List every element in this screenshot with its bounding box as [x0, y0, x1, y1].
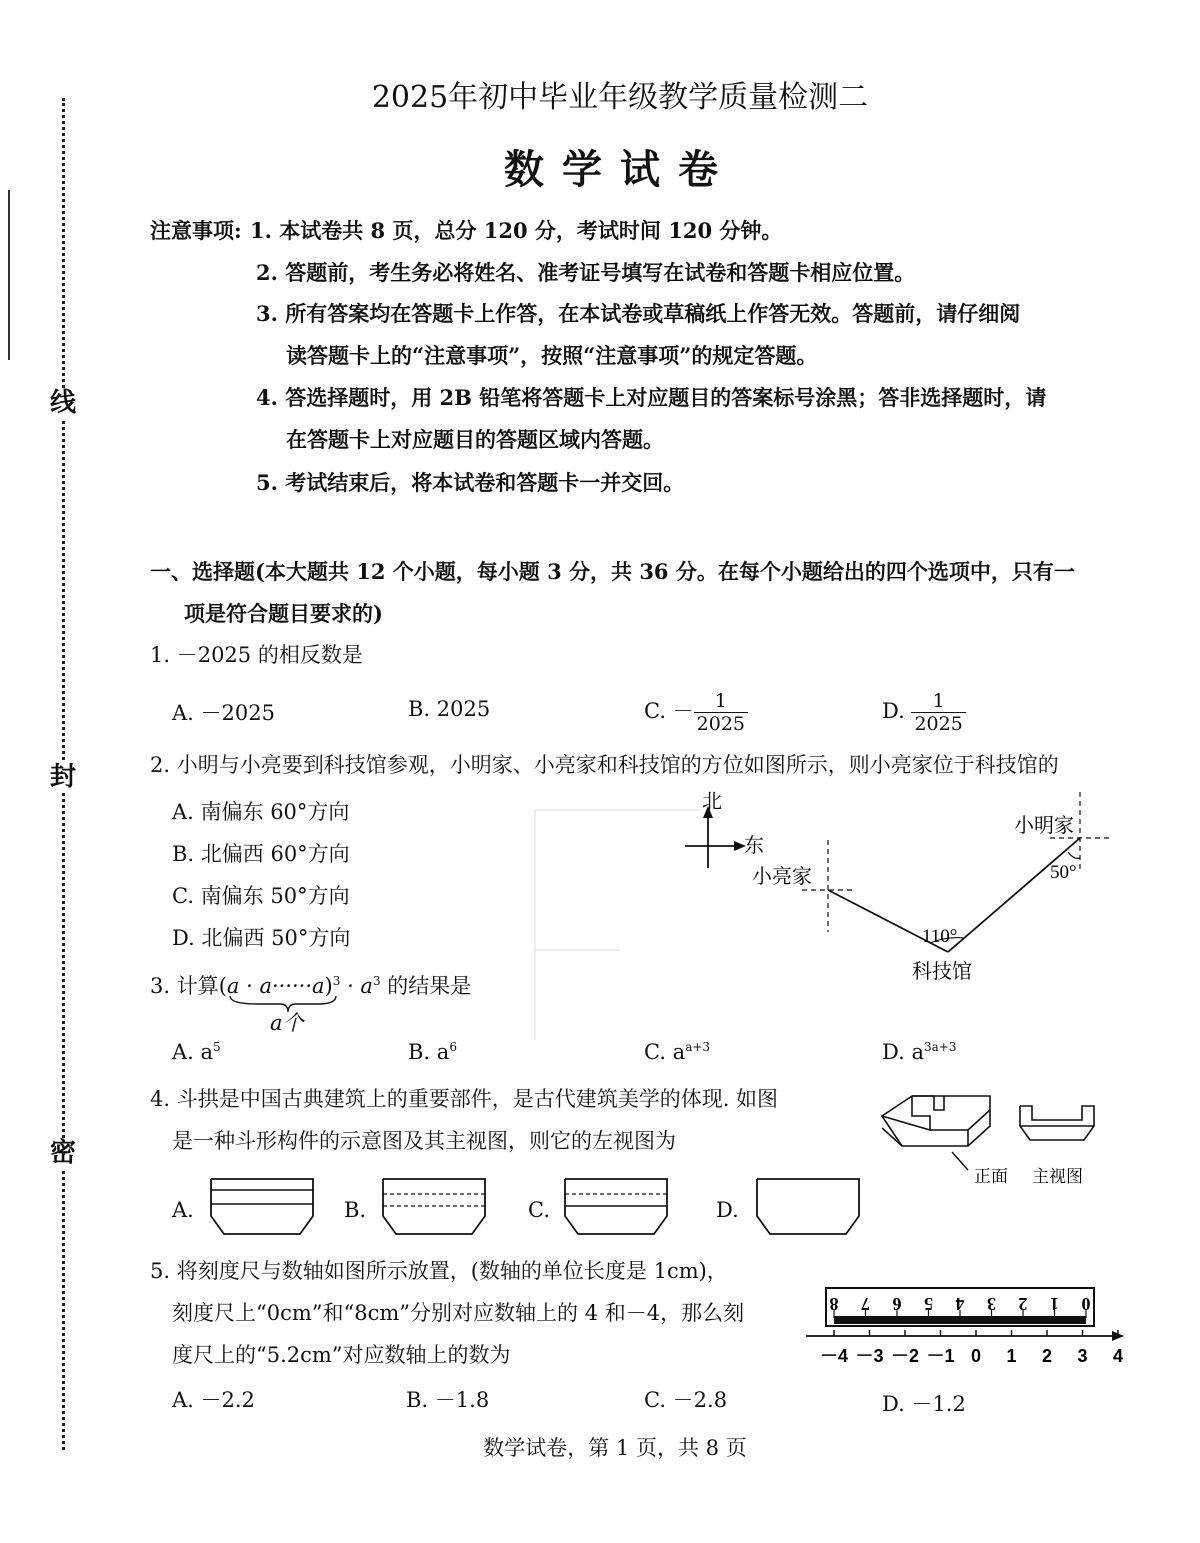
q5-stem-line2: 刻度尺上“0cm”和“8cm”分别对应数轴上的 4 和－4，那么刻 [172, 1301, 745, 1325]
q5-stem-line3: 度尺上的“5.2cm”对应数轴上的数为 [172, 1343, 511, 1367]
note-item-5: 5. 考试结束后，将本试卷和答题卡一并交回。 [256, 470, 685, 495]
exam-title: 2025年初中毕业年级教学质量检测二 [371, 80, 869, 115]
axis-tick-label: －1 [926, 1346, 955, 1366]
q3-option-d: D. $a^{3a+3}$ [882, 1040, 957, 1064]
q2-stem: 2. 小明与小亮要到科技馆参观，小明家、小亮家和科技馆的方位如图所示，则小亮家位于科技馆的 [150, 753, 1059, 777]
margin-edge-line [8, 190, 10, 360]
q1-option-c: C. － $\frac{1}{2025}$ [644, 690, 748, 735]
q2-option-b: B. 北偏西 60°方向 [172, 842, 350, 866]
q3-stem: 3. 计算$(a \cdot a\cdot\cdot\cdot\cdot\cdot\cdot a)^3 \cdot a^3$ 的结果是 [150, 974, 472, 998]
ruler-digit: 4 [955, 1294, 965, 1314]
axis-tick-label: －4 [819, 1346, 849, 1366]
north-label: 北 [702, 791, 722, 813]
section-heading: 一、选择题(本大题共 12 个小题，每小题 3 分，共 36 分。在每个小题给出的四个选项中，只有一 [150, 559, 1075, 584]
ruler-digit: 7 [861, 1294, 870, 1314]
q4-option-d-label: D. [716, 1198, 739, 1222]
note-item-4: 4. 答选择题时，用 2B 铅笔将答题卡上对应题目的答案标号涂黑；答非选择题时，请 [256, 385, 1047, 410]
q2-option-d: D. 北偏西 50°方向 [172, 926, 351, 950]
main-view-shape [1020, 1106, 1094, 1140]
page-footer: 数学试卷，第 1 页，共 8 页 [483, 1436, 747, 1460]
notes-label: 注意事项: [150, 218, 242, 243]
ruler-digit: 2 [1018, 1294, 1028, 1314]
ming-home-label: 小明家 [1014, 815, 1074, 837]
ruler-digit: 0 [1081, 1294, 1091, 1314]
museum-label: 科技馆 [912, 961, 972, 983]
paper-title: 数学试卷 [504, 146, 736, 193]
axis-tick-label: 0 [970, 1346, 982, 1366]
liang-home-label: 小亮家 [752, 866, 812, 888]
front-pointer-line [952, 1152, 968, 1170]
q1-option-a: A. －2025 [172, 701, 275, 725]
q2-direction-figure [530, 790, 1120, 1040]
east-label: 东 [744, 835, 764, 857]
q5-option-a: A. －2.2 [172, 1388, 255, 1412]
q1-option-b: B. 2025 [408, 697, 491, 721]
axis-tick-label: －2 [890, 1346, 920, 1366]
q5-ruler-axis-figure [800, 1280, 1130, 1380]
q4-option-a-label: A. [172, 1198, 194, 1222]
note-item-3-cont: 读答题卡上的“注意事项”，按照“注意事项”的规定答题。 [286, 343, 818, 368]
q4-option-c-shape [562, 1176, 672, 1238]
museum-to-ming-line [948, 838, 1080, 952]
seal-char-feng: 封 [49, 762, 76, 792]
seal-char-mi: 密 [49, 1138, 76, 1168]
q4-bracket-figure [872, 1088, 1122, 1188]
angle-110-label: 110° [922, 926, 958, 947]
q4-option-a-shape [208, 1176, 318, 1238]
q5-stem-line1: 5. 将刻度尺与数轴如图所示放置，(数轴的单位长度是 1cm)， [150, 1259, 728, 1283]
note-item-2: 2. 答题前，考生务必将姓名、准考证号填写在试卷和答题卡相应位置。 [256, 260, 916, 285]
q5-option-d: D. －1.2 [882, 1392, 966, 1416]
q4-stem-line2: 是一种斗形构件的示意图及其主视图，则它的左视图为 [172, 1129, 676, 1153]
ruler-digit: 1 [1050, 1294, 1059, 1314]
q2-option-a: A. 南偏东 60°方向 [172, 800, 350, 824]
q3-option-c: C. $a^{a+3}$ [644, 1040, 711, 1064]
q3-option-b: B. $a^6$ [408, 1040, 457, 1064]
ruler [826, 1288, 1094, 1326]
ruler-digit: 6 [892, 1294, 902, 1314]
q1-option-d: D. $\frac{1}{2025}$ [882, 690, 966, 735]
q4-stem-line1: 4. 斗拱是中国古典建筑上的重要部件，是古代建筑美学的体现. 如图 [150, 1087, 779, 1111]
seal-char-xian: 线 [49, 388, 76, 418]
q1-stem: 1. －2025 的相反数是 [150, 643, 363, 667]
axis-tick-label: 1 [1006, 1346, 1017, 1366]
number-axis [806, 1330, 1124, 1366]
axis-tick-label: －3 [855, 1346, 884, 1366]
axis-tick-label: 2 [1041, 1346, 1053, 1366]
ruler-digit: 3 [987, 1294, 996, 1314]
note-item-1: 1. 本试卷共 8 页，总分 120 分，考试时间 120 分钟。 [250, 218, 783, 243]
q4-option-c-label: C. [528, 1198, 550, 1222]
front-label: 正面 [974, 1167, 1008, 1186]
axis-tick-label: 4 [1112, 1346, 1124, 1366]
q2-option-c: C. 南偏东 50°方向 [172, 884, 350, 908]
q4-option-b-shape [380, 1176, 490, 1238]
section-heading-cont: 项是符合题目要求的) [184, 601, 383, 626]
q5-option-c: C. －2.8 [644, 1388, 728, 1412]
note-item-4-cont: 在答题卡上对应题目的答题区域内答题。 [286, 427, 664, 452]
axis-tick-label: 3 [1077, 1346, 1088, 1366]
q3-option-a: A. $a^5$ [172, 1040, 221, 1064]
angle-50-label: 50° [1050, 862, 1077, 883]
ruler-digit: 8 [829, 1294, 839, 1314]
main-view-label: 主视图 [1032, 1167, 1083, 1186]
q5-option-b: B. －1.8 [406, 1388, 490, 1412]
q3-brace-label: a个 [270, 1011, 304, 1035]
ruler-digit: 5 [924, 1294, 933, 1314]
angle-50-arc [1068, 852, 1080, 858]
q4-option-b-label: B. [344, 1198, 367, 1222]
q4-option-d-shape [754, 1176, 864, 1238]
note-item-3: 3. 所有答案均在答题卡上作答，在本试卷或草稿纸上作答无效。答题前，请仔细阅 [256, 301, 1021, 326]
